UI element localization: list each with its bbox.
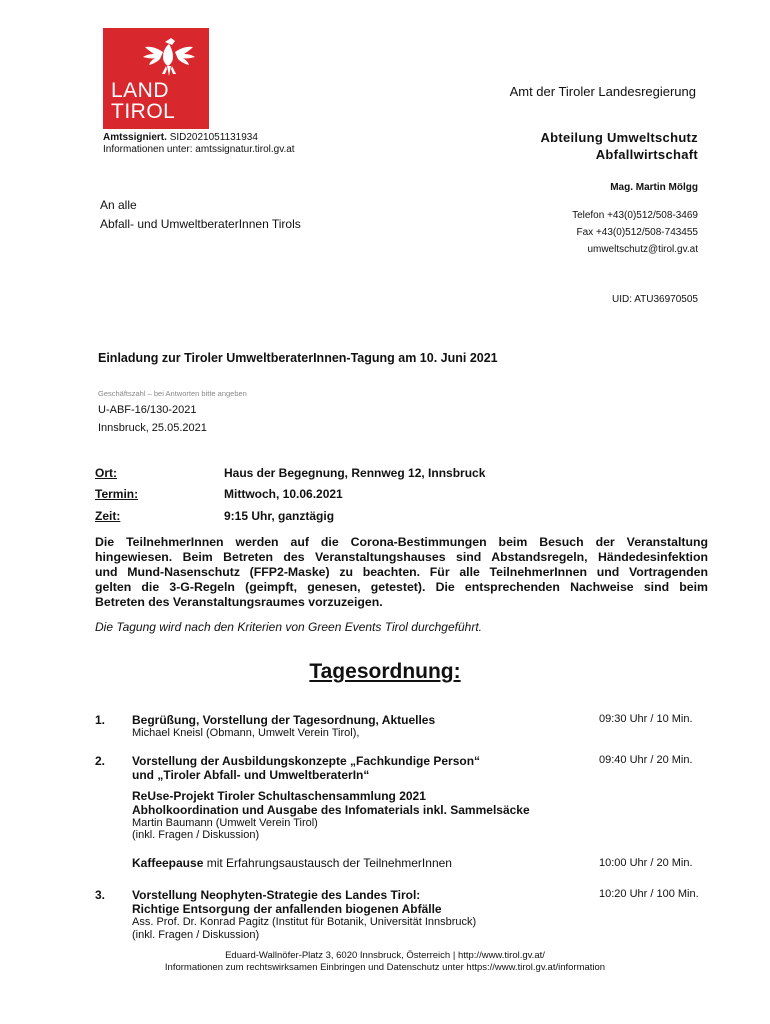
agenda-speaker-1: Michael Kneisl (Obmann, Umwelt Verein Tirol),: [132, 727, 360, 739]
paragraph-line: gelten die 3-G-Regeln (geimpft, genesen, getestet). Die entsprechenden Nachweise sind beim: [95, 580, 708, 594]
agenda-time-3: 10:20 Uhr / 100 Min.: [599, 888, 699, 900]
paragraph-line: Betreten des Veranstaltungsraumes vorzuzeigen.: [95, 595, 383, 609]
agenda-subtopic-title-b: Abholkoordination und Ausgabe des Infomaterials inkl. Sammelsäcke: [132, 803, 530, 817]
logo-text-land: LAND: [111, 79, 170, 102]
agenda-time-2: 09:40 Uhr / 20 Min.: [599, 754, 693, 766]
recipient-line2: Abfall- und UmweltberaterInnen Tirols: [100, 217, 301, 231]
agenda-title-2a: Vorstellung der Ausbildungskonzepte „Fachkundige Person“: [132, 754, 481, 768]
paragraph-line: und Mund-Nasenschutz (FFP2-Maske) zu beachten. Für alle TeilnehmerInnen und Vortragenden: [95, 565, 708, 579]
paragraph-line: Die TeilnehmerInnen werden auf die Corona-Bestimmungen beim Besuch der Veranstaltung: [95, 535, 708, 549]
agenda-subtopic-title-a: ReUse-Projekt Tiroler Schultaschensammlung 2021: [132, 789, 426, 803]
agenda-subtopic-note: (inkl. Fragen / Diskussion): [132, 829, 260, 841]
agenda-number-3: 3.: [95, 888, 106, 902]
agenda-time-1: 09:30 Uhr / 10 Min.: [599, 713, 693, 725]
detail-label-location: Ort:: [95, 466, 117, 480]
agenda-heading: Tagesordnung:: [309, 660, 461, 683]
department-line1: Abteilung Umweltschutz: [540, 130, 698, 145]
footer-address: Eduard-Wallnöfer-Platz 3, 6020 Innsbruck, Österreich | http://www.tirol.gv.at/: [225, 950, 545, 961]
corona-notice-paragraph: [95, 535, 708, 610]
contact-fax: Fax +43(0)512/508-743455: [576, 227, 698, 238]
place-date: Innsbruck, 25.05.2021: [98, 422, 207, 434]
break-description: mit Erfahrungsaustausch der TeilnehmerInnen: [203, 856, 452, 870]
signature-id: SID2021051131934: [169, 132, 258, 143]
detail-label-time: Zeit:: [95, 509, 121, 523]
agenda-title-3b: Richtige Entsorgung der anfallenden biogenen Abfälle: [132, 902, 442, 916]
agenda-title-1: Begrüßung, Vorstellung der Tagesordnung, Aktuelles: [132, 713, 436, 727]
detail-label-date: Termin:: [95, 487, 139, 501]
green-events-note: Die Tagung wird nach den Kriterien von Green Events Tirol durchgeführt.: [95, 620, 482, 634]
contact-phone: Telefon +43(0)512/508-3469: [572, 210, 698, 221]
agenda-break: [132, 856, 452, 870]
detail-value-date: Mittwoch, 10.06.2021: [224, 487, 343, 501]
signature-line: [103, 132, 258, 143]
agenda-title-2b: und „Tiroler Abfall- und UmweltberaterIn“: [132, 768, 370, 782]
detail-value-location: Haus der Begegnung, Rennweg 12, Innsbruck: [224, 466, 486, 480]
signature-info: Informationen unter: amtssignatur.tirol.gv.at: [103, 144, 295, 155]
footer-info: Informationen zum rechtswirksamen Einbringen und Datenschutz unter https://www.tirol.gv.at/information: [164, 962, 606, 973]
contact-name: Mag. Martin Mölgg: [610, 182, 698, 193]
department-line2: Abfallwirtschaft: [595, 147, 698, 162]
uid-number: UID: ATU36970505: [612, 294, 698, 305]
agenda-title-3a: Vorstellung Neophyten-Strategie des Landes Tirol:: [132, 888, 421, 902]
agenda-number-2: 2.: [95, 754, 106, 768]
detail-value-time: 9:15 Uhr, ganztägig: [224, 509, 335, 523]
authority-name: Amt der Tiroler Landesregierung: [509, 84, 696, 99]
reference-hint: Geschäftszahl – bei Antworten bitte angeben: [98, 389, 247, 398]
agenda-note-3: (inkl. Fragen / Diskussion): [132, 929, 260, 941]
reference-number: U-ABF-16/130-2021: [98, 404, 197, 416]
signature-label: Amtssigniert.: [103, 132, 167, 143]
contact-email[interactable]: umweltschutz@tirol.gv.at: [587, 244, 698, 255]
break-label: Kaffeepause: [132, 856, 204, 870]
letter-subject: Einladung zur Tiroler UmweltberaterInnen-Tagung am 10. Juni 2021: [98, 351, 498, 365]
land-tirol-logo: [103, 28, 209, 129]
agenda-subtopic-speaker: Martin Baumann (Umwelt Verein Tirol): [132, 817, 318, 829]
agenda-speaker-3: Ass. Prof. Dr. Konrad Pagitz (Institut für Botanik, Universität Innsbruck): [132, 916, 477, 928]
logo-text-tirol: TIROL: [111, 100, 176, 123]
recipient-line1: An alle: [100, 198, 137, 212]
paragraph-line: hingewiesen. Beim Betreten des Veranstaltungshauses sind Abstandsregeln, Händedesinfektion: [95, 550, 708, 564]
agenda-number-1: 1.: [95, 713, 106, 727]
agenda-time-break: 10:00 Uhr / 20 Min.: [599, 857, 693, 869]
